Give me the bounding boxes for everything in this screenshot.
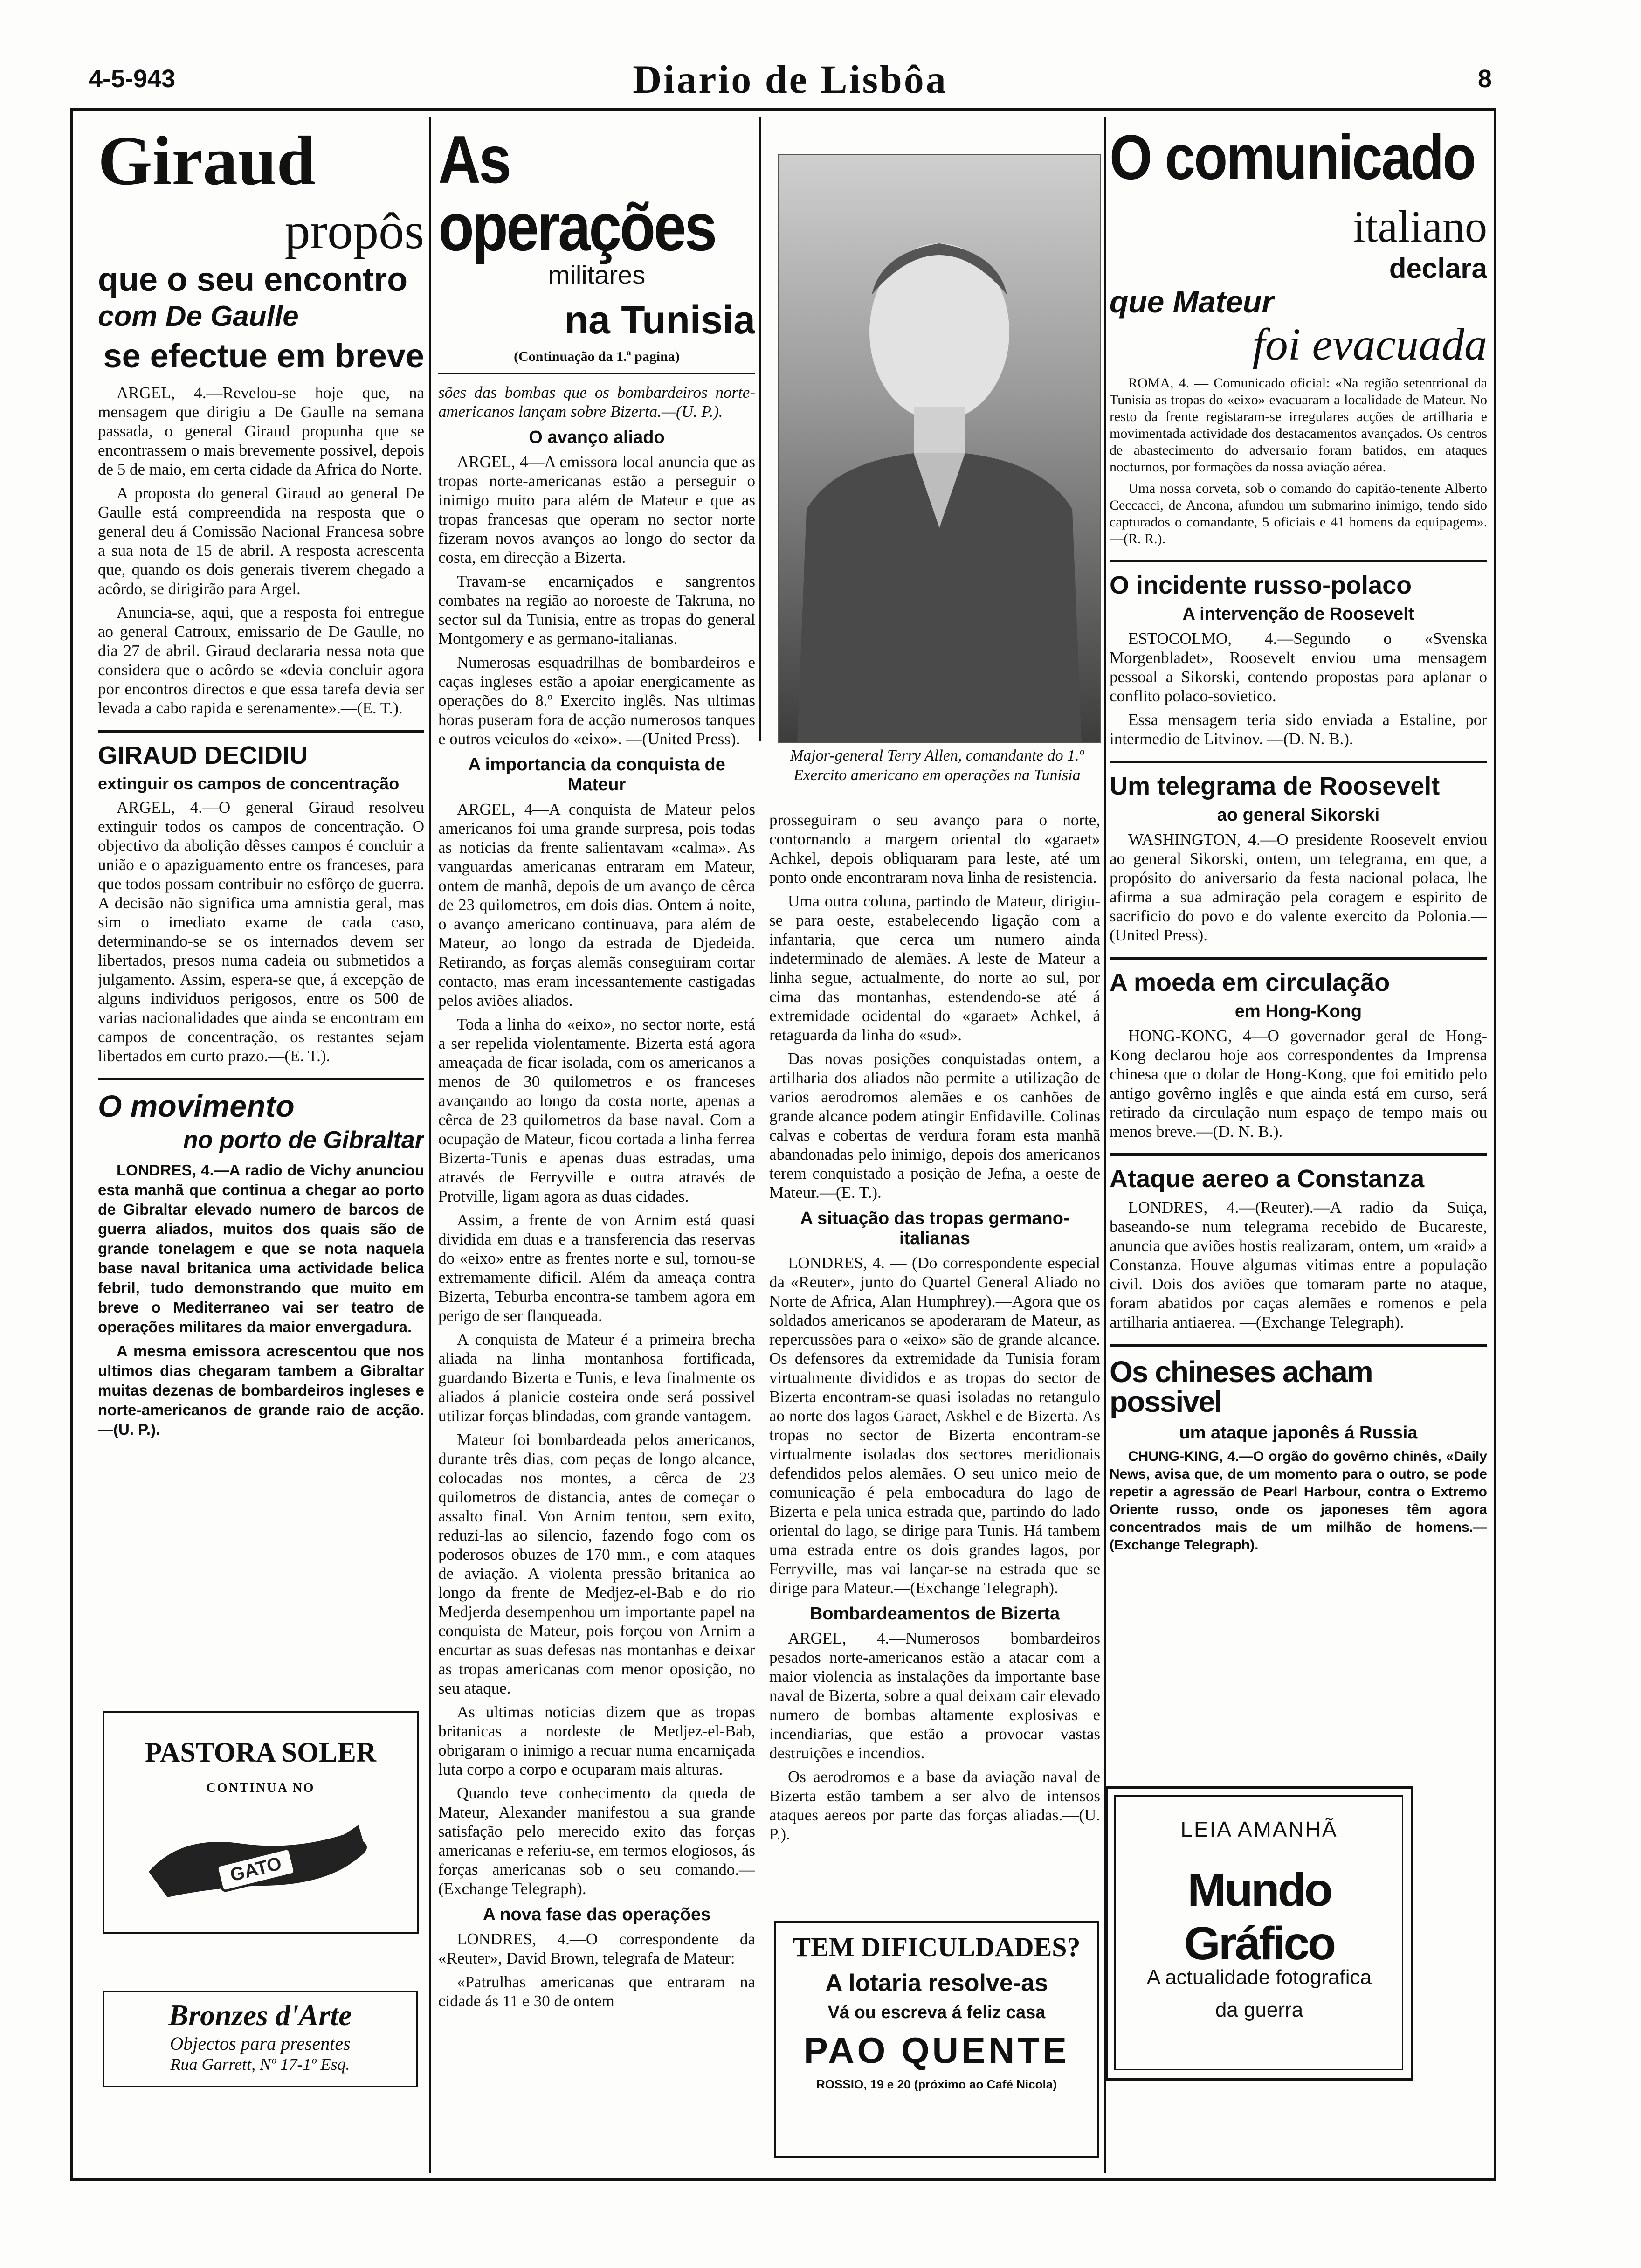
paragraph: CHUNG-KING, 4.—O orgão do govêrno chinês, «Daily News, avisa que, de um momento para o outro, se pode repetir a agressão de Pearl Harbour, contra o Extremo Oriente russo, onde os japoneses têm agora concentrados mais de um milhão de homens.—(Exchange Telegraph). <box>1110 1449 1487 1553</box>
headline-gibraltar: no porto de Gibraltar <box>183 1127 424 1154</box>
headline-italiano: italiano <box>1353 201 1487 251</box>
column-3 <box>769 810 1100 1892</box>
divider <box>1110 1344 1487 1347</box>
paragraph: Uma nossa corveta, sob o comando do capitão-tenente Alberto Ceccacci, de Ancona, afundou um submarino inimigo, tendo sido capturados o comandante, 5 oficiais e 41 homens da equipagem».—(R. R.). <box>1110 481 1487 546</box>
frame-left <box>70 111 73 2181</box>
column-rule-2 <box>759 117 761 741</box>
divider <box>98 730 424 733</box>
headline-giraud-decidiu: GIRAUD DECIDIU <box>98 741 308 769</box>
subhead-situacao: A situação das tropas germano-italianas <box>800 1209 1069 1248</box>
paragraph: Quando teve conhecimento da queda de Mateur, Alexander manifestou a sua grande satisfação pelo merecido exito das forças americanas e referiu-se, em termos elogiosos, ás forças americanas sob o seu comando.—(Exchange Telegraph). <box>438 1784 755 1898</box>
paragraph: A conquista de Mateur é a primeira brecha aliada na linha montanhosa fortificada, guardando Bizerta e Tunis, e leva finalmente os aliados á planicie costeira onde será possivel utilizar forças blindadas, com grande vantagem. <box>438 1330 755 1425</box>
ad-bronzes-line2: Objectos para presentes <box>170 2033 351 2054</box>
cat-logo-icon <box>139 1816 382 1909</box>
headline-giraud: Giraud <box>98 126 316 200</box>
headline-breve: se efectue em breve <box>103 338 424 375</box>
portrait-figure-icon <box>779 155 1100 742</box>
headline-tunisia: na Tunisia <box>564 298 755 342</box>
paragraph: Toda a linha do «eixo», no sector norte, está a ser repelida violentamente. Bizerta está agora ameaçada de ficar isolada, com os americanos a menos de 30 quilometros e os franceses avançando ao longo da costa norte, apenas a cêrca de 23 quilometros da base naval. Com a ocupação de Mateur, ficou cortada a linha ferrea Bizerta-Tunis e apenas duas estradas, uma através de Ferryville e outra através de Protville, ligam agora as duas cidades. <box>438 1015 755 1205</box>
article-telegrama <box>1110 774 1487 945</box>
lead-paragraph: sões das bombas que os bombardeiros norte-americanos lançam sobre Bizerta.—(U. P.). <box>438 383 755 421</box>
article-decidiu <box>98 743 424 1065</box>
headline-militares: militares <box>548 260 646 290</box>
paragraph: ARGEL, 4—A conquista de Mateur pelos americanos foi uma grande surpresa, pois todas as noticias da frente salientavam «calma». As vanguardas americanas entraram em Mateur, ontem de manhã, depois de um avanço de cêrca de 23 quilometros, em dois dias. Ontem á noite, o avanço americano continuava, para além de Mateur, ao longo da estrada de Djedeida. Retirando, as forças alemãs conseguiram cortar contacto, mas eram incessantemente castigadas pelos aviões aliados. <box>438 800 755 1010</box>
ad-pastora-soler <box>103 1711 419 1934</box>
paragraph: Essa mensagem teria sido enviada a Estaline, por intermedio de Litvinov. —(D. N. B.). <box>1110 711 1487 748</box>
subhead-importancia: A importancia da conquista de Mateur <box>468 755 725 795</box>
masthead-rule <box>70 108 1496 111</box>
photo-caption: Major-general Terry Allen, comandante do 1.º Exercito americano em operações na Tunisia <box>790 747 1084 784</box>
headline-mateur: que Mateur <box>1110 284 1274 319</box>
headline-operacoes: As operações <box>438 126 716 265</box>
paragraph: ROMA, 4. — Comunicado oficial: «Na região setentrional da Tunisia as tropas do «eixo» evacuaram a localidade de Mateur. No resto da frente registaram-se irregulares acções de artilharia e movimentada actividade dos destacamentos avançados. Os centros de abastecimento do adversario foram batidos, em ataques nocturnos, por formações da nossa aviação aérea. <box>1110 375 1487 475</box>
subhead-sikorski: ao general Sikorski <box>1217 805 1380 825</box>
frame-bottom <box>70 2178 1496 2181</box>
ad-pastora-sub: CONTINUA NO <box>206 1781 315 1795</box>
divider <box>438 373 755 374</box>
column-rule-1 <box>429 117 431 2173</box>
paragraph: LONDRES, 4.—A radio de Vichy anunciou esta manhã que continua a chegar ao porto de Gibraltar elevado numero de barcos de guerra aliados, muitos dos quais são de grande tonelagem e que se nota naquela base naval britanica uma actividade belica febril, tudo demonstrando que muito em breve o Mediterraneo vai ser teatro de operações militares da maior envergadura. <box>98 1162 424 1335</box>
paragraph: Travam-se encarniçados e sangrentos combates na região ao noroeste de Takruna, no sector sul da Tunisia, entre as tropas do general Montgomery e as germano-italianas. <box>438 572 755 648</box>
paragraph: As ultimas noticias dizem que as tropas britanicas a nordeste de Medjez-el-Bab, obrigaram o inimigo a recuar numa encarniçada luta corpo a corpo e ocuparam mais alturas. <box>438 1703 755 1778</box>
headline-chineses: Os chineses acham possivel <box>1110 1355 1372 1418</box>
ad-mundo-l3: A actualidade fotografica <box>1147 1966 1372 1989</box>
paragraph: ARGEL, 4.—O general Giraud resolveu extinguir todos os campos de concentração. O objectivo da abolição dêsses campos é concluir a união e o apaziguamento entre os franceses, para que todos possam contribuir no esfôrço de guerra. A decisão não significa uma amnistia geral, mas sim o imediato exame de cada caso, determinando-se se os internados devem ser libertados, presos numa cadeia ou submetidos a julgamento. Assim, espera-se que, á excepção de alguns individuos perigosos, entre os 500 de varias nacionalidades que ainda se encontram em campos de concentração, os restantes sejam libertados em curto prazo.—(E. T.). <box>98 798 424 1065</box>
divider <box>1110 761 1487 763</box>
paragraph: LONDRES, 4.—(Reuter).—A radio da Suiça, baseando-se num telegrama recebido de Bucareste, anuncia que aviões hostis realizaram, ontem, um «raid» a Constanza. Houve algumas vitimas entre a população civil. Dois dos aviões que tomaram parte no ataque, foram abatidos por caças alemães e romenos e pela artilharia antiaerea. —(Exchange Telegraph). <box>1110 1198 1487 1331</box>
headline-incidente: O incidente russo-polaco <box>1110 571 1412 599</box>
article-gibraltar <box>98 1091 424 1439</box>
divider <box>98 1078 424 1080</box>
article-incidente <box>1110 573 1487 748</box>
paragraph: HONG-KONG, 4—O governador geral de Hong-Kong declarou hoje aos correspondentes da Imprensa chinesa que o dolar de Hong-Kong, que foi emitido pelo antigo govêrno inglês e que ainda está em curso, será retirado da circulação num espaço de tempo mais ou menos breve.—(D. N. B.). <box>1110 1027 1487 1141</box>
headline-comunicado: O comunicado <box>1110 126 1475 193</box>
headline-evacuada: foi evacuada <box>1252 319 1487 370</box>
paragraph: Os aerodromos e a base da aviação naval de Bizerta estão tambem a ser alvo de intensos ataques aereos por parte das forças aliadas.—(U. P.). <box>769 1768 1100 1843</box>
subhead-avanco: O avanço aliado <box>529 428 665 447</box>
ad-pao-l4: PAO QUENTE <box>804 2030 1069 2071</box>
continuation-note: (Continuação da 1.ª pagina) <box>514 349 680 364</box>
subhead-campos: extinguir os campos de concentração <box>98 774 400 793</box>
article-ataque <box>1110 1166 1487 1332</box>
divider <box>1110 957 1487 960</box>
paragraph: A proposta do general Giraud ao general De Gaulle está compreendida na resposta que o general deu á Comissão Nacional Francesa sobre a sua nota de 15 de abril. A resposta acrescenta que, quando os dois generais tiverem chegado a acôrdo, se dirigirão para Argel. <box>98 484 424 598</box>
paragraph: Uma outra coluna, partindo de Mateur, dirigiu-se para oeste, estabelecendo ligação com a infantaria, que cerca um numero ainda indeterminado de alemães. A leste de Mateur a linha segue, actualmente, do norte ao sul, por cima das montanhas, estendendo-se até á extremidade ocidental do «garaet» Achkel, á retaguarda da linha do «sud». <box>769 892 1100 1044</box>
portrait-photo <box>778 154 1101 743</box>
paragraph: Numerosas esquadrilhas de bombardeiros e caças ingleses estão a apoiar energicamente as operações do 8.º Exercito inglês. Nas ultimas horas puseram fora de acção numerosos tanques e outros veiculos do «eixo». —(United Press). <box>438 653 755 748</box>
ad-bronzes-title: Bronzes d'Arte <box>168 1998 352 2032</box>
headline-encontro: que o seu encontro <box>98 261 408 298</box>
ad-pastora-title: PASTORA SOLER <box>145 1737 377 1768</box>
headline-de-gaulle: com De Gaulle <box>98 300 299 332</box>
paragraph: Anuncia-se, aqui, que a resposta foi entregue ao general Catroux, emissario de De Gaulle, no dia 27 de abril. Giraud declararia nessa nota que considera que o acôrdo se «devia concluir agora por encontros directos e que essa tarefa devia ser levada a cabo rapida e serenamente».—(E. T.). <box>98 603 424 717</box>
ad-mundo-l4: da guerra <box>1215 1998 1303 2021</box>
article-giraud <box>98 126 424 718</box>
column-4 <box>1110 126 1487 1767</box>
headline-moeda: A moeda em circulação <box>1110 968 1390 996</box>
paragraph: WASHINGTON, 4.—O presidente Roosevelt enviou ao general Sikorski, ontem, um telegrama, em que, a propósito do aniversario da festa nacional polaca, lhe afirma a sua admiração pela coragem e espirito de sacrificio do povo e do valente exercito da Polonia.—(United Press). <box>1110 830 1487 944</box>
subhead-nova-fase: A nova fase das operações <box>483 1905 711 1924</box>
ad-pao-l5: ROSSIO, 19 e 20 (próximo ao Café Nicola) <box>816 2077 1057 2091</box>
headline-telegrama: Um telegrama de Roosevelt <box>1110 772 1440 800</box>
headline-propos: propôs <box>284 202 424 259</box>
ad-mundo-l2: Mundo Gráfico <box>1184 1864 1335 1970</box>
paragraph: Das novas posições conquistadas ontem, a artilharia dos aliados não permite a utilização de varios aerodromos alemães e os canhões de grande alcance podem atingir Enfidaville. Colinas calvas e cobertas de verdura foram esta manhã abandonadas pelo inimigo, depois dos americanos terem conquistado a posição de Jefna, a oeste de Mateur.—(E. T.). <box>769 1050 1100 1202</box>
headline-ataque: Ataque aereo a Constanza <box>1110 1165 1425 1193</box>
divider <box>1110 560 1487 562</box>
article-comunicado <box>1110 126 1487 547</box>
subhead-intervencao: A intervenção de Roosevelt <box>1182 604 1414 624</box>
paragraph: Mateur foi bombardeada pelos americanos, durante três dias, com peças de longo alcance, colocadas nos montes, a cêrca de 23 quilometros de distancia, antes de começar o assalto final. Von Arnim tentou, sem exito, reduzi-las ao silencio, fazendo fogo com os poderosos obuzes de 170 mm., e com ataques de aviação. A violenta pressão britanica ao longo da frente de Medjez-el-Bab e do rio Medjerda desempenhou um importante papel na conquista de Mateur, pois forçou von Arnim a encurtar as suas defesas nas montanhas e deixar as tropas americanas com menor oposição, no seu ataque. <box>438 1431 755 1697</box>
ad-bronzes-darte <box>103 1991 418 2087</box>
paragraph: LONDRES, 4.—O correspondente da «Reuter», David Brown, telegrafa de Mateur: <box>438 1930 755 1967</box>
ad-mundo-l1: LEIA AMANHÃ <box>1180 1817 1338 1841</box>
ad-pao-l1: TEM DIFICULDADES? <box>793 1932 1081 1962</box>
paragraph: LONDRES, 4. — (Do correspondente especial da «Reuter», junto do Quartel General Aliado no Norte de Africa, Alan Humphrey).—Agora que os soldados americanos se apoderaram de Mateur, as repercussões para o «eixo» são de grande alcance. Os defensores da extremidade da Tunisia foram virtualmente divididos e as tropas do sector de Bizerta encontram-se quasi isoladas no retangulo ao norte dos lagos Garaet, Askhel e de Bizerta. As tropas no sector de Bizerta encontram-se virtualmente isoladas dos sectores meridionais defendidos pelos alemães. O seu unico meio de comunicação é pela embocadura do lago de Bizerta e pela unica estrada que, partindo do lado oriental do lago, se dirige para Tunis. Há tambem uma estrada entre os dois grandes lagos, por Ferryville, mas vai lançar-se na estrada que se dirige para Mateur.—(Exchange Telegraph). <box>769 1254 1100 1597</box>
article-giraud-body <box>98 383 424 718</box>
page-number: 8 <box>1477 65 1492 93</box>
ad-pastora-logo: GATO <box>228 1853 284 1886</box>
newspaper-title: Diario de Lisbôa <box>633 57 948 102</box>
divider <box>1110 1153 1487 1156</box>
frame-right <box>1494 111 1496 2181</box>
subhead-hong-kong: em Hong-Kong <box>1234 1002 1362 1021</box>
article-moeda <box>1110 970 1487 1141</box>
subhead-bombardeamentos: Bombardeamentos de Bizerta <box>809 1604 1060 1624</box>
headline-movimento: O movimento <box>98 1089 295 1123</box>
column-1 <box>98 126 424 1702</box>
column-2 <box>438 126 755 2178</box>
paragraph: A mesma emissora acrescentou que nos ultimos dias chegaram tambem a Gibraltar muitas dezenas de bombardeiros ingleses e norte-americanos de grande raio de acção.—(U. P.). <box>98 1342 424 1438</box>
article-chineses <box>1110 1357 1487 1554</box>
paragraph: ARGEL, 4.—Revelou-se hoje que, na mensagem que dirigiu a De Gaulle na semana passada, o general Giraud propunha que se encontrassem o mais brevemente possivel, depois de 5 de maio, em certa cidade da Africa do Norte. <box>98 384 424 478</box>
paragraph: ARGEL, 4.—Numerosos bombardeiros pesados norte-americanos estão a atacar com a maior violencia as instalações da importante base naval de Bizerta, sobre a qual deixam cair elevado numero de bombas altamente explosivas e incendiarias, que estão a provocar vastas destruições e incendios. <box>769 1629 1100 1762</box>
issue-date: 4-5-943 <box>89 65 176 93</box>
subhead-ataque-japones: um ataque japonês á Russia <box>1179 1423 1418 1443</box>
paragraph: ARGEL, 4—A emissora local anuncia que as tropas norte-americanas estão a perseguir o inimigo muito para além de Mateur e que as tropas francesas que operam no sector norte fizeram novos avanços ao longo do sector da costa, em direcção a Bizerta. <box>438 453 755 567</box>
paragraph: ESTOCOLMO, 4.—Segundo o «Svenska Morgenbladet», Roosevelt enviou uma mensagem pessoal a Sikorski, contendo propostas para aplanar o conflito polaco-sovietico. <box>1110 629 1487 705</box>
ad-pao-l2: A lotaria resolve-as <box>825 1970 1048 1997</box>
ad-pao-quente <box>774 1921 1099 2158</box>
ad-bronzes-line3: Rua Garrett, Nº 17-1º Esq. <box>170 2055 350 2074</box>
paragraph: prosseguiram o seu avanço para o norte, contornando a margem oriental do «garaet» Achkel, depois obliquaram para leste, até um ponto onde encontraram nova linha de resistencia. <box>769 811 1100 886</box>
ad-mundo-grafico <box>1105 1786 1413 2081</box>
ad-pao-l3: Vá ou escreva á feliz casa <box>827 2003 1046 2022</box>
paragraph: «Patrulhas americanas que entraram na cidade ás 11 e 30 de ontem <box>438 1973 755 2010</box>
masthead <box>89 56 1492 107</box>
paragraph: Assim, a frente de von Arnim está quasi dividida em duas e a transferencia das reservas do «eixo» entre as frentes norte e sul, tornou-se extremamente dificil. Além da ameaça contra Bizerta, Teburba encontra-se tambem agora em perigo de ser flanqueada. <box>438 1211 755 1325</box>
headline-declara: declara <box>1389 253 1487 284</box>
